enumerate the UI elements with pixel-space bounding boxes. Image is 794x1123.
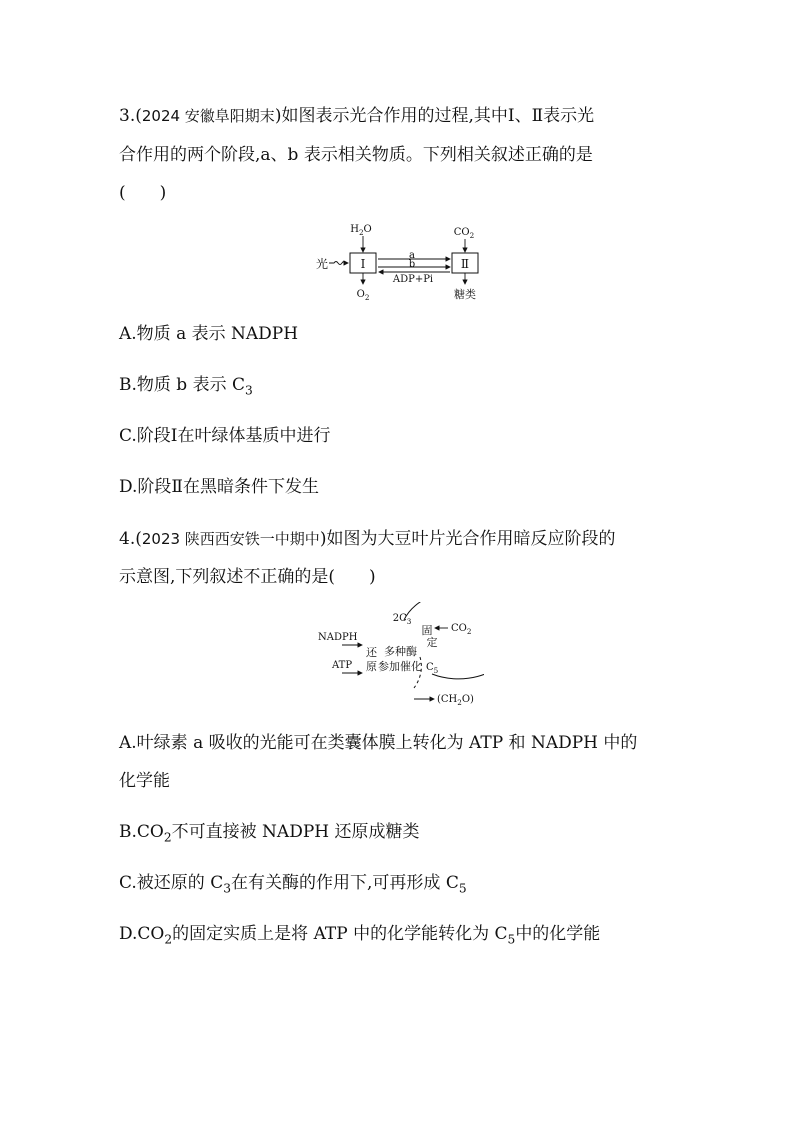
q4-option-d: $D.CO_2$的固定实质上是将 ATP 中的化学能转化为 $C_5$中的化学能 <box>119 924 601 947</box>
q3-source: 2024 安徽阜阳期末 <box>141 107 275 125</box>
atp-label: ATP <box>332 660 353 671</box>
o2-label: $O_2$ <box>356 289 370 302</box>
co2-label: $CO_2$ <box>451 623 472 636</box>
light-wavy-arrow <box>329 262 348 265</box>
substance-b-label: b <box>408 259 416 270</box>
q3-option-d: D.阶段Ⅱ在黑暗条件下发生 <box>119 477 319 497</box>
c5-label: $C_5$ <box>426 662 439 675</box>
sugar-label: 糖类 <box>454 288 476 301</box>
q4-stem-part-1: )如图为大豆叶片光合作用暗反应阶段的 <box>319 529 616 549</box>
enzyme-label-1: 多种酶 <box>384 645 417 658</box>
enzyme-label-2: 参加催化 <box>378 660 422 673</box>
co2-label: $CO_2$ <box>453 227 475 240</box>
q4-dark-reaction-diagram <box>314 602 484 708</box>
adp-pi-label: ADP+Pi <box>392 274 434 285</box>
q3-photosynthesis-diagram <box>312 218 492 308</box>
q3-option-c: C.阶段Ⅰ在叶绿体基质中进行 <box>119 426 331 446</box>
nadph-label: NADPH <box>318 632 358 643</box>
substance-a-label: a <box>409 250 415 261</box>
ch2o-label: $(CH_2O)$ <box>437 694 474 707</box>
q4-option-a-line-2: 化学能 <box>119 771 170 791</box>
q4-option-b: $B.CO_2$不可直接被 NADPH 还原成糖类 <box>119 822 420 845</box>
stage-2-label: Ⅱ <box>460 257 470 271</box>
q4-option-a-line-1: A.叶绿素 a 吸收的光能可在类囊体膜上转化为 ATP 和 NADPH 中的 <box>119 733 638 753</box>
q3-number: 3.( <box>119 106 142 126</box>
q4-source: 2023 陕西西安铁一中期中 <box>141 530 320 548</box>
q3-stem-line-2: 合作用的两个阶段,a、b 表示相关物质。下列相关叙述正确的是 <box>119 145 593 165</box>
h2o-label: $H_2O$ <box>350 224 372 237</box>
reduction-label-2: 原 <box>366 660 377 673</box>
q4-stem-line-1 <box>119 527 615 551</box>
fix-label-2: 定 <box>426 636 438 649</box>
q3-answer-bracket: ( ) <box>119 183 167 203</box>
q3-stem-line-1 <box>119 104 594 128</box>
q4-option-c: C.被还原的 $C_3$在有关酶的作用下,可再形成 $C_5$ <box>119 873 467 896</box>
c3-label: $2C_3$ <box>392 613 412 626</box>
q4-number: 4.( <box>119 529 142 549</box>
q4-stem-line-2: 示意图,下列叙述不正确的是( ) <box>119 567 376 587</box>
reduction-label-1: 还 <box>366 646 377 659</box>
q3-option-b: B.物质 b 表示 $C_3$ <box>119 375 253 398</box>
q3-stem-part-1: )如图表示光合作用的过程,其中Ⅰ、Ⅱ表示光 <box>274 106 595 126</box>
light-label: 光 <box>316 257 329 271</box>
fix-label-1: 固 <box>421 624 433 637</box>
stage-1-label: Ⅰ <box>360 257 366 271</box>
q3-option-a: A.物质 a 表示 NADPH <box>119 324 299 344</box>
